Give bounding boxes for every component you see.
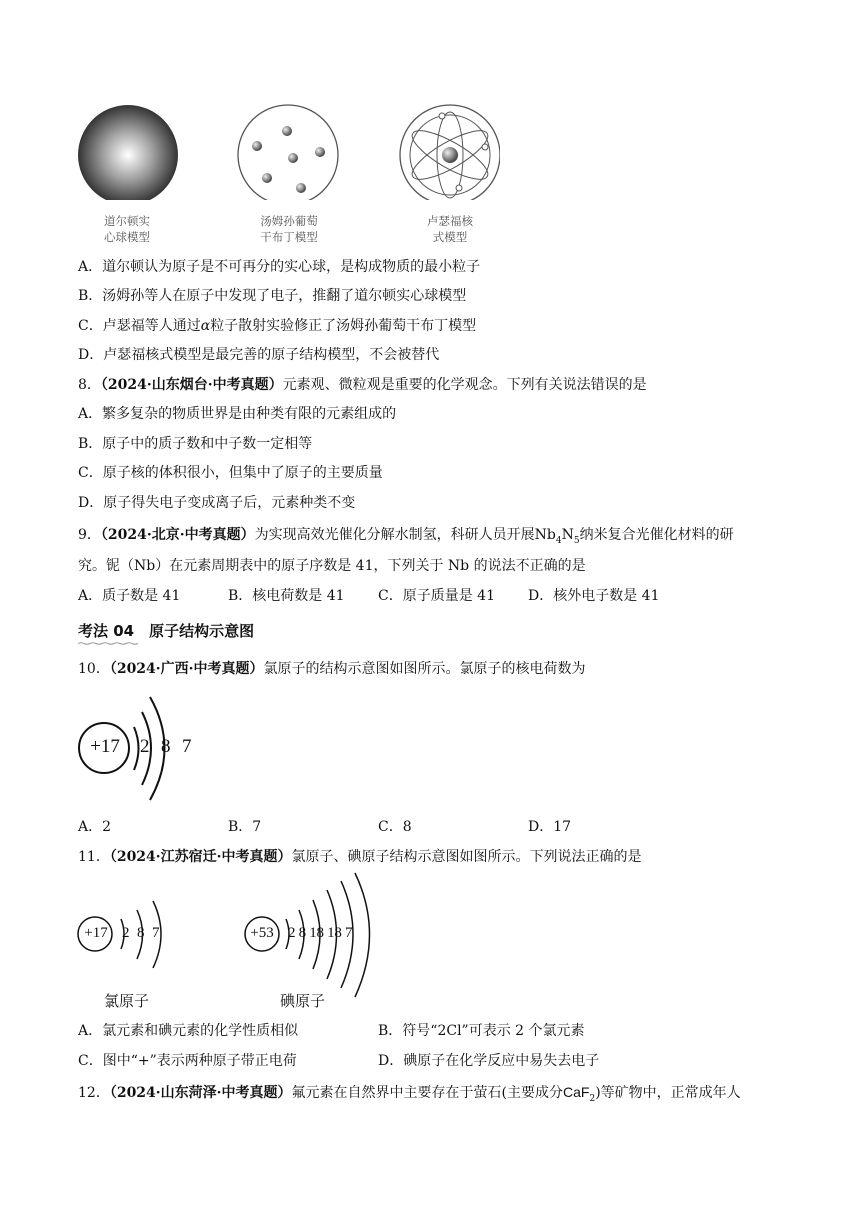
q9-option-a: A．质子数是 41: [78, 588, 181, 604]
q10-shell-1: 2: [140, 736, 150, 757]
rutherford-caption: 卢瑟福核 式模型: [427, 214, 473, 244]
q11-option-d: D．碘原子在化学反应中易失去电子: [378, 1053, 600, 1069]
q11-option-b: B．符号“2Cl”可表示 2 个氯元素: [378, 1023, 585, 1039]
q8-option-d: D．原子得失电子变成离子后，元素种类不变: [78, 495, 356, 511]
q11-option-c: C．图中“+”表示两种原子带正电荷: [78, 1053, 297, 1069]
q11-option-a: A．氯元素和碘元素的化学性质相似: [78, 1023, 299, 1039]
q10-shell-3: 7: [182, 736, 192, 757]
q10-option-c: C．8: [378, 819, 412, 835]
section-title: 考法 04 原子结构示意图: [78, 622, 255, 640]
q9-stem-line2: 究。铌（Nb）在元素周期表中的原子序数是 41，下列关于 Nb 的说法不正确的是: [78, 558, 586, 574]
q7-option-b: B．汤姆孙等人在原子中发现了电子，推翻了道尔顿实心球模型: [78, 288, 467, 304]
q9-option-c: C．原子质量是 41: [378, 588, 495, 604]
q8-stem: 8．（2024·山东烟台·中考真题）元素观、微粒观是重要的化学观念。下列有关说法错误的是: [78, 377, 647, 393]
q11-i-label: 碘原子: [280, 992, 326, 1010]
thomson-caption: 汤姆孙葡萄 干布丁模型: [260, 214, 318, 244]
chlorine-structure-diagram: [76, 690, 206, 810]
q7-option-c: C．卢瑟福等人通过α粒子散射实验修正了汤姆孙葡萄干布丁模型: [78, 318, 477, 334]
q10-stem: 10．（2024·广西·中考真题）氯原子的结构示意图如图所示。氯原子的核电荷数为: [78, 661, 586, 677]
q8-option-c: C．原子核的体积很小，但集中了原子的主要质量: [78, 465, 383, 481]
q10-option-d: D．17: [528, 819, 572, 835]
q8-option-b: B．原子中的质子数和中子数一定相等: [78, 436, 313, 452]
atomic-models-figure: [70, 100, 500, 200]
chlorine-iodine-diagram: [76, 872, 386, 1017]
q9-stem: 9．（2024·北京·中考真题）为实现高效光催化分解水制氢，科研人员开展$Nb_4N_5$纳米复合光催化材料的研: [78, 527, 734, 546]
rutherford-nuclear-model: [400, 105, 500, 200]
dalton-solid-sphere: [78, 105, 178, 200]
thomson-plum-pudding: [238, 105, 338, 200]
dalton-caption: 道尔顿实 心球模型: [104, 214, 150, 244]
q10-nucleus: +17: [90, 736, 120, 757]
q9-option-b: B．核电荷数是 41: [228, 588, 345, 604]
section-title-underline: [78, 642, 140, 645]
q7-option-a: A．道尔顿认为原子是不可再分的实心球，是构成物质的最小粒子: [78, 259, 481, 275]
q10-option-b: B．7: [228, 819, 262, 835]
q11-cl-label: 氯原子: [104, 992, 150, 1010]
q9-option-d: D．核外电子数是 41: [528, 588, 660, 604]
q10-shell-2: 8: [161, 736, 171, 757]
q11-i-nucleus: +53: [250, 925, 274, 941]
q8-option-a: A．繁多复杂的物质世界是由种类有限的元素组成的: [78, 406, 397, 422]
q11-cl-nucleus: +17: [84, 925, 108, 941]
q11-stem: 11．（2024·江苏宿迁·中考真题）氯原子、碘原子结构示意图如图所示。下列说法正确的是: [78, 849, 642, 865]
q11-i-shells: 2 8 18 18 7: [288, 925, 353, 941]
q7-option-d: D．卢瑟福核式模型是最完善的原子结构模型，不会被替代: [78, 347, 440, 363]
q12-stem: 12．（2024·山东菏泽·中考真题）氟元素在自然界中主要存在于萤石(主要成分CaF$_2$)等矿物中，正常成年人: [78, 1084, 741, 1104]
q10-option-a: A．2: [78, 819, 112, 835]
q11-cl-shells: 2 8 7: [122, 925, 160, 941]
